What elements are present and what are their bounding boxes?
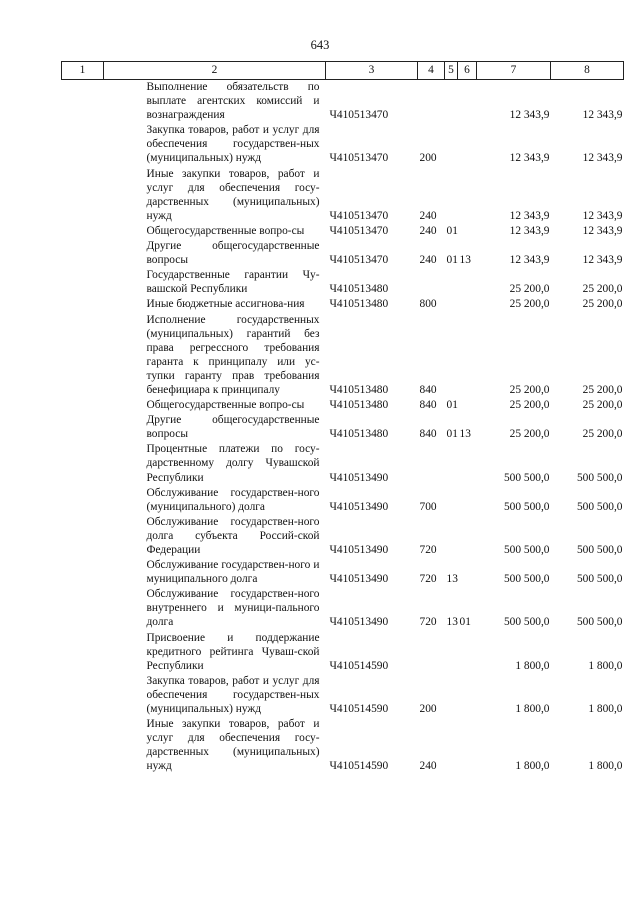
row-cell-1 <box>62 167 104 224</box>
budget-table <box>61 61 624 775</box>
table-row <box>62 558 624 587</box>
row-name: Иные бюджетные ассигнова-ния <box>146 298 305 311</box>
row-col6 <box>458 268 477 297</box>
row-code: Ч410514590 <box>329 703 389 716</box>
row-code: Ч410513490 <box>329 616 389 629</box>
row-col4: 720 <box>419 573 437 586</box>
row-col6 <box>458 123 477 166</box>
row-code: Ч410514590 <box>329 760 389 773</box>
row-col6 <box>458 80 477 124</box>
row-code: Ч410513480 <box>329 428 389 441</box>
table-row <box>62 297 624 312</box>
row-col4: 840 <box>419 428 437 441</box>
row-col8: 12 343,9 <box>582 224 623 237</box>
row-name: Иные закупки товаров, работ и услуг для обеспечения госу-дарственных (муниципальных) нужд <box>146 718 320 773</box>
row-cell-1 <box>62 413 104 442</box>
row-name: Другие общегосударственные вопросы <box>146 414 320 441</box>
row-col5 <box>445 313 458 399</box>
row-code: Ч410513470 <box>329 152 389 165</box>
row-col8: 1 800,0 <box>588 659 623 672</box>
row-col6 <box>458 398 477 413</box>
row-code: Ч410513480 <box>329 298 389 311</box>
row-col5 <box>445 631 458 674</box>
row-name: Обслуживание государствен-ного внутреннего и муници-пального долга <box>146 588 320 629</box>
row-col8: 25 200,0 <box>582 383 623 396</box>
row-col8: 12 343,9 <box>582 109 623 122</box>
row-col5: 13 <box>446 573 458 586</box>
row-col8: 500 500,0 <box>576 616 623 629</box>
row-col7: 25 200,0 <box>509 428 550 441</box>
row-code: Ч410513490 <box>329 573 389 586</box>
row-cell-1 <box>62 239 104 268</box>
row-name: Обслуживание государствен-ного долга субъекта Россий-ской Федерации <box>146 515 320 556</box>
row-code: Ч410514590 <box>329 659 389 672</box>
row-col6 <box>458 717 477 774</box>
row-col4: 800 <box>419 298 437 311</box>
table-row <box>62 631 624 674</box>
row-name: Общегосударственные вопро-сы <box>146 224 305 237</box>
table-row <box>62 239 624 268</box>
row-name: Процентные платежи по госу-дарственному долгу Чувашской Республики <box>146 443 320 484</box>
row-col8: 25 200,0 <box>582 428 623 441</box>
row-col7: 1 800,0 <box>515 659 550 672</box>
row-col4: 240 <box>419 254 437 267</box>
row-col4 <box>418 442 445 485</box>
row-col6 <box>458 442 477 485</box>
row-col7: 1 800,0 <box>515 760 550 773</box>
row-col6: 13 <box>459 254 471 267</box>
row-cell-1 <box>62 515 104 558</box>
row-cell-1 <box>62 297 104 312</box>
table-row <box>62 80 624 124</box>
row-col5: 01 <box>446 224 458 237</box>
row-col8: 25 200,0 <box>582 399 623 412</box>
row-col7: 25 200,0 <box>509 283 550 296</box>
row-col6 <box>458 674 477 717</box>
row-col6 <box>458 313 477 399</box>
row-cell-1 <box>62 717 104 774</box>
row-col5 <box>445 674 458 717</box>
table-row <box>62 515 624 558</box>
row-cell-1 <box>62 587 104 630</box>
row-col4: 720 <box>419 616 437 629</box>
row-col6: 13 <box>459 428 471 441</box>
header-cell: 1 <box>62 62 104 80</box>
table-row <box>62 224 624 239</box>
row-col7: 12 343,9 <box>509 224 550 237</box>
row-col5: 01 <box>446 399 458 412</box>
row-col4 <box>418 268 445 297</box>
row-col4 <box>418 631 445 674</box>
row-cell-1 <box>62 224 104 239</box>
table-row <box>62 674 624 717</box>
table-row <box>62 587 624 630</box>
row-cell-1 <box>62 674 104 717</box>
row-code: Ч410513480 <box>329 283 389 296</box>
row-col8: 1 800,0 <box>588 703 623 716</box>
row-col6 <box>458 631 477 674</box>
row-code: Ч410513480 <box>329 399 389 412</box>
row-col7: 12 343,9 <box>509 152 550 165</box>
row-col8: 500 500,0 <box>576 573 623 586</box>
row-name: Иные закупки товаров, работ и услуг для обеспечения госу-дарственных (муниципальных) нужд <box>146 167 320 222</box>
row-col4: 720 <box>419 544 437 556</box>
row-code: Ч410513490 <box>329 471 389 484</box>
row-col5 <box>445 80 458 124</box>
row-col4: 700 <box>419 500 437 513</box>
row-col5: 13 <box>446 616 458 629</box>
row-col6 <box>458 297 477 312</box>
row-col7: 25 200,0 <box>509 383 550 396</box>
row-col4: 240 <box>419 209 437 222</box>
table-row <box>62 413 624 442</box>
row-col8: 500 500,0 <box>576 471 623 484</box>
row-code: Ч410513470 <box>329 224 389 237</box>
header-cell: 3 <box>326 62 418 80</box>
row-name: Исполнение государственных (муниципальных) гарантий без права регрессного требования гаранта к принципалу или ус-тупки гаранту прав требования бенефициара к принципалу <box>146 313 320 396</box>
row-col6 <box>458 167 477 224</box>
table-row <box>62 486 624 515</box>
row-col8: 1 800,0 <box>588 760 623 773</box>
header-cell: 2 <box>104 62 326 80</box>
row-cell-1 <box>62 486 104 515</box>
row-name: Закупка товаров, работ и услуг для обеспечения государствен-ных (муниципальных) нужд <box>146 124 320 165</box>
row-name: Обслуживание государствен-ного (муниципального) долга <box>146 486 320 513</box>
table-row <box>62 313 624 399</box>
row-col5 <box>445 297 458 312</box>
row-col7: 500 500,0 <box>503 544 550 556</box>
table-row <box>62 398 624 413</box>
row-cell-1 <box>62 313 104 399</box>
row-col5 <box>445 123 458 166</box>
row-cell-1 <box>62 80 104 124</box>
row-col7: 12 343,9 <box>509 254 550 267</box>
row-col7: 500 500,0 <box>503 500 550 513</box>
row-code: Ч410513490 <box>329 500 389 513</box>
row-col6: 01 <box>459 616 471 629</box>
header-cell: 8 <box>551 62 624 80</box>
row-name: Государственные гарантии Чу-вашской Республики <box>146 269 320 296</box>
row-col7: 25 200,0 <box>509 399 550 412</box>
row-col8: 500 500,0 <box>576 500 623 513</box>
header-cell: 7 <box>477 62 551 80</box>
header-cell: 6 <box>458 62 477 80</box>
header-cell: 5 <box>445 62 458 80</box>
row-col4: 240 <box>419 760 437 773</box>
row-cell-1 <box>62 631 104 674</box>
row-cell-1 <box>62 268 104 297</box>
row-name: Другие общегосударственные вопросы <box>146 240 320 267</box>
row-col4: 200 <box>419 152 437 165</box>
row-col7: 1 800,0 <box>515 703 550 716</box>
row-col4: 240 <box>419 224 437 237</box>
table-header-row <box>62 62 624 80</box>
row-col4 <box>418 80 445 124</box>
row-cell-1 <box>62 558 104 587</box>
row-col6 <box>458 224 477 239</box>
row-col4: 840 <box>419 383 437 396</box>
row-col7: 25 200,0 <box>509 298 550 311</box>
row-code: Ч410513470 <box>329 209 389 222</box>
row-col8: 12 343,9 <box>582 209 623 222</box>
row-col5 <box>445 515 458 558</box>
row-cell-1 <box>62 442 104 485</box>
row-col5 <box>445 717 458 774</box>
row-col6 <box>458 486 477 515</box>
header-cell: 4 <box>418 62 445 80</box>
row-cell-1 <box>62 123 104 166</box>
row-col4: 200 <box>419 703 437 716</box>
row-col8: 500 500,0 <box>576 544 623 556</box>
row-col5: 01 <box>446 428 458 441</box>
row-col5 <box>445 442 458 485</box>
table-row <box>62 717 624 774</box>
row-code: Ч410513480 <box>329 383 389 396</box>
row-col4: 840 <box>419 399 437 412</box>
row-col8: 25 200,0 <box>582 298 623 311</box>
row-cell-1 <box>62 398 104 413</box>
row-col8: 12 343,9 <box>582 152 623 165</box>
row-name: Закупка товаров, работ и услуг для обеспечения государствен-ных (муниципальных) нужд <box>146 674 320 716</box>
table-row <box>62 123 624 166</box>
row-col5 <box>445 167 458 224</box>
row-col6 <box>458 558 477 587</box>
table-row <box>62 268 624 297</box>
row-name: Общегосударственные вопро-сы <box>146 399 305 412</box>
table-row <box>62 442 624 485</box>
row-col7: 12 343,9 <box>509 109 550 122</box>
row-col6 <box>458 515 477 558</box>
row-col5 <box>445 486 458 515</box>
page-number: 643 <box>310 38 330 52</box>
row-code: Ч410513490 <box>329 544 389 556</box>
row-col5: 01 <box>446 254 458 267</box>
row-name: Обслуживание государствен-ного и муниципального долга <box>146 559 320 586</box>
row-code: Ч410513470 <box>329 254 389 267</box>
row-col7: 500 500,0 <box>503 573 550 586</box>
row-col8: 12 343,9 <box>582 254 623 267</box>
row-col8: 25 200,0 <box>582 283 623 296</box>
row-name: Присвоение и поддержание кредитного рейтинга Чуваш-ской Республики <box>146 631 320 672</box>
row-col7: 12 343,9 <box>509 209 550 222</box>
table-row <box>62 167 624 224</box>
row-code: Ч410513470 <box>329 109 389 122</box>
row-col7: 500 500,0 <box>503 616 550 629</box>
row-col7: 500 500,0 <box>503 471 550 484</box>
row-col5 <box>445 268 458 297</box>
row-name: Выполнение обязательств по выплате агентских комиссий и вознаграждения <box>146 81 320 122</box>
